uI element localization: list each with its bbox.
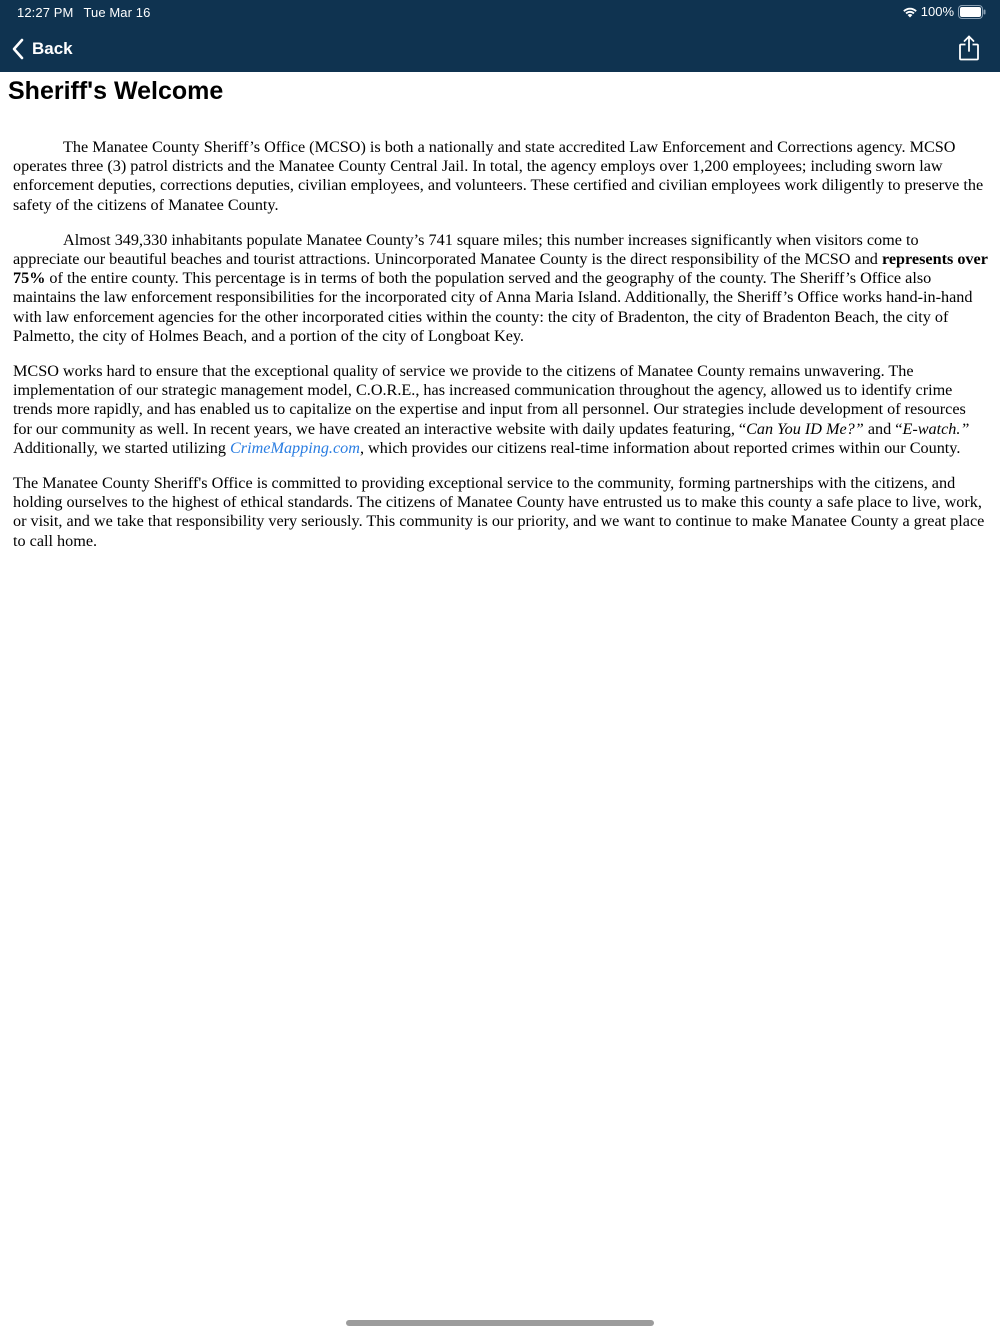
battery-percentage: 100% (920, 4, 954, 19)
paragraph-text: and “ (863, 419, 903, 438)
page-title: Sheriff's Welcome (8, 77, 224, 105)
paragraph-text: MCSO works hard to ensure that the exceptional quality of service we provide to the citizens of Manatee County remains unwavering. The implementation of our strategic management model, C.O.R.E., has increased communication throughout the agency, allowed us to identify crime trends more rapidly, and has enabled us to capitalize on the expertise and input from all personnel. Our strategies include development of resources for our community as well. In recent years, we have created an interactive website with daily updates featuring, “ (13, 362, 966, 438)
status-date: Tue Mar 16 (83, 5, 151, 20)
chevron-left-icon (11, 38, 25, 60)
italic-can-you-id-me: Can You ID Me?” (746, 419, 864, 438)
share-icon[interactable] (958, 35, 980, 61)
paragraph-commitment: The Manatee County Sheriff's Office is committed to providing exceptional service to the community, forming partnerships with the citizens, and holding ourselves to the highest of ethical standards. The citizens of Manatee County have entrusted us to make this county a safe place to live, work, or visit, and we take that responsibility very seriously. This community is our priority, and we want to continue to make Manatee County a great place to call home. (13, 474, 985, 550)
bold-highlight: represents over 75% (13, 250, 988, 288)
status-time: 12:27 PM (17, 5, 74, 20)
paragraph-text: , which provides our citizens real-time information about reported crimes within our County. (359, 438, 961, 457)
status-bar-left (17, 5, 150, 20)
crimemapping-link[interactable]: CrimeMapping.com (230, 438, 360, 457)
paragraph-text: of the entire county. This percentage is in terms of both the population served and the geography of the county. The Sheriff’s Office also maintains the law enforcement responsibilities for the incorporated city of Anna Maria Island. Additionally, the Sheriff’s Office works hand-in-hand with law enforcement agencies for the other incorporated cities within the county: the city of Bradenton, the city of Bradenton Beach, the city of Palmetto, the city of Holmes Beach, and a portion of the city of Longboat Key. (13, 269, 973, 345)
battery-icon (958, 5, 986, 19)
paragraph-population (13, 231, 988, 346)
paragraph-text: Almost 349,330 inhabitants populate Manatee County’s 741 square miles; this number increases significantly when visitors come to appreciate our beautiful beaches and tourist attractions. Unincorporated Manatee County is the direct responsibility of the MCSO and (13, 230, 919, 269)
status-bar-right (902, 4, 986, 19)
paragraph-agency-overview: The Manatee County Sheriff’s Office (MCSO) is both a nationally and state accredited Law Enforcement and Corrections agency. MCSO operates three (3) patrol districts and the Manatee County Central Jail. In total, the agency employs over 1,200 employees; including sworn law enforcement deputies, corrections deputies, civilian employees, and volunteers. These certified and civilian employees work diligently to preserve the safety of the citizens of Manatee County. (13, 138, 984, 214)
italic-e-watch: E-watch.” (902, 419, 970, 438)
welcome-content (13, 138, 988, 567)
paragraph-service-quality (13, 362, 988, 458)
navigation-bar (0, 0, 1000, 72)
wifi-icon (902, 6, 918, 18)
back-label: Back (32, 39, 73, 58)
back-button[interactable] (11, 36, 73, 62)
home-indicator[interactable] (346, 1320, 654, 1326)
paragraph-text: Additionally, we started utilizing (13, 438, 230, 457)
